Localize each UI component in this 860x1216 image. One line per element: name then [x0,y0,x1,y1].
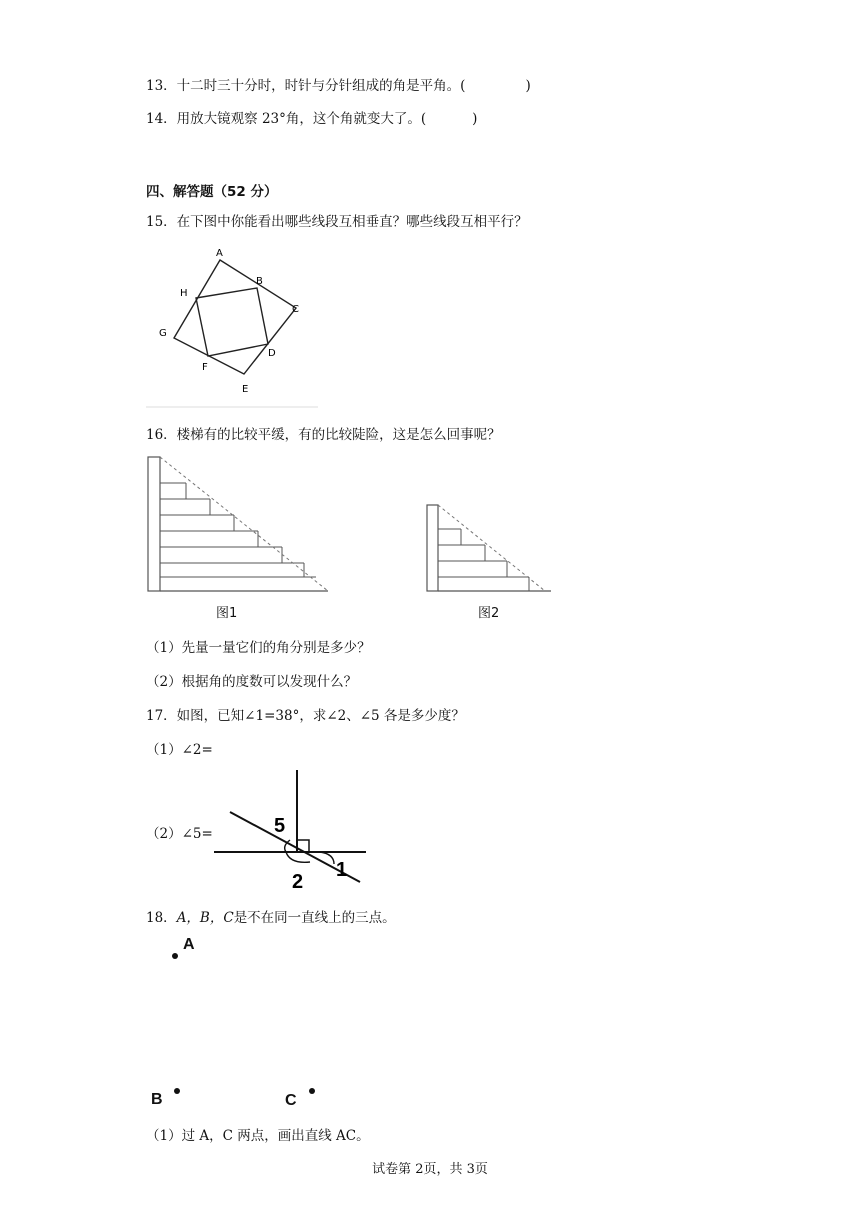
question-13-close: ) [525,78,531,94]
question-16-sub2: （2）根据角的度数可以发现什么？ [146,674,358,690]
outer-square [174,260,296,374]
question-18-number: 18． [146,910,177,926]
label-H: H [180,288,188,299]
angle-2-label: 2 [292,871,304,892]
angle-1-label: 1 [336,859,348,881]
question-18-sub1: （1）过 A，C 两点，画出直线 AC。 [146,1128,370,1144]
angle-5-label: 5 [274,815,286,837]
stairs-figure-1 [146,455,336,595]
point-C-label: C [285,1092,297,1109]
question-17: 17．如图，已知∠1=38°，求∠2、∠5 各是多少度？ [146,708,465,724]
question-14-text: 14．用放大镜观察 23°角，这个角就变大了。( [146,111,427,127]
stairs-figure-2 [425,503,555,595]
question-16-sub1: （1）先量一量它们的角分别是多少？ [146,640,371,656]
question-17-sub2: （2）∠5= [146,826,213,842]
question-14-close: ) [472,111,478,127]
question-14 [146,107,477,127]
question-18-text: 是不在同一直线上的三点。 [233,910,396,926]
point-B-dot [174,1088,180,1094]
label-B: B [256,276,263,287]
question-15: 15．在下图中你能看出哪些线段互相垂直？哪些线段互相平行？ [146,214,528,230]
point-B-label: B [151,1091,163,1108]
question-13-text: 13．十二时三十分时，时针与分针组成的角是平角。( [146,78,466,94]
squares-figure [146,240,326,410]
section-heading: 四、解答题（52 分） [146,184,278,200]
label-F: F [202,362,208,373]
fig2-caption: 图2 [478,606,500,621]
fig1-caption: 图1 [216,606,238,621]
label-A: A [216,248,223,259]
question-18-points: A，B，C [176,910,234,926]
angles-figure [210,768,370,892]
question-16: 16．楼梯有的比较平缓，有的比较陡险，这是怎么回事呢？ [146,427,501,443]
point-C-dot [309,1088,315,1094]
inner-square [196,288,268,356]
label-G: G [159,328,167,339]
label-E: E [242,384,249,395]
label-C: C [292,304,299,315]
question-18 [146,906,396,926]
question-17-sub1: （1）∠2= [146,742,213,758]
question-13 [146,74,531,94]
page-footer: 试卷第 2页，共 3页 [372,1162,488,1177]
point-A-label: A [183,936,195,953]
label-D: D [268,348,276,359]
point-A-dot [172,953,178,959]
